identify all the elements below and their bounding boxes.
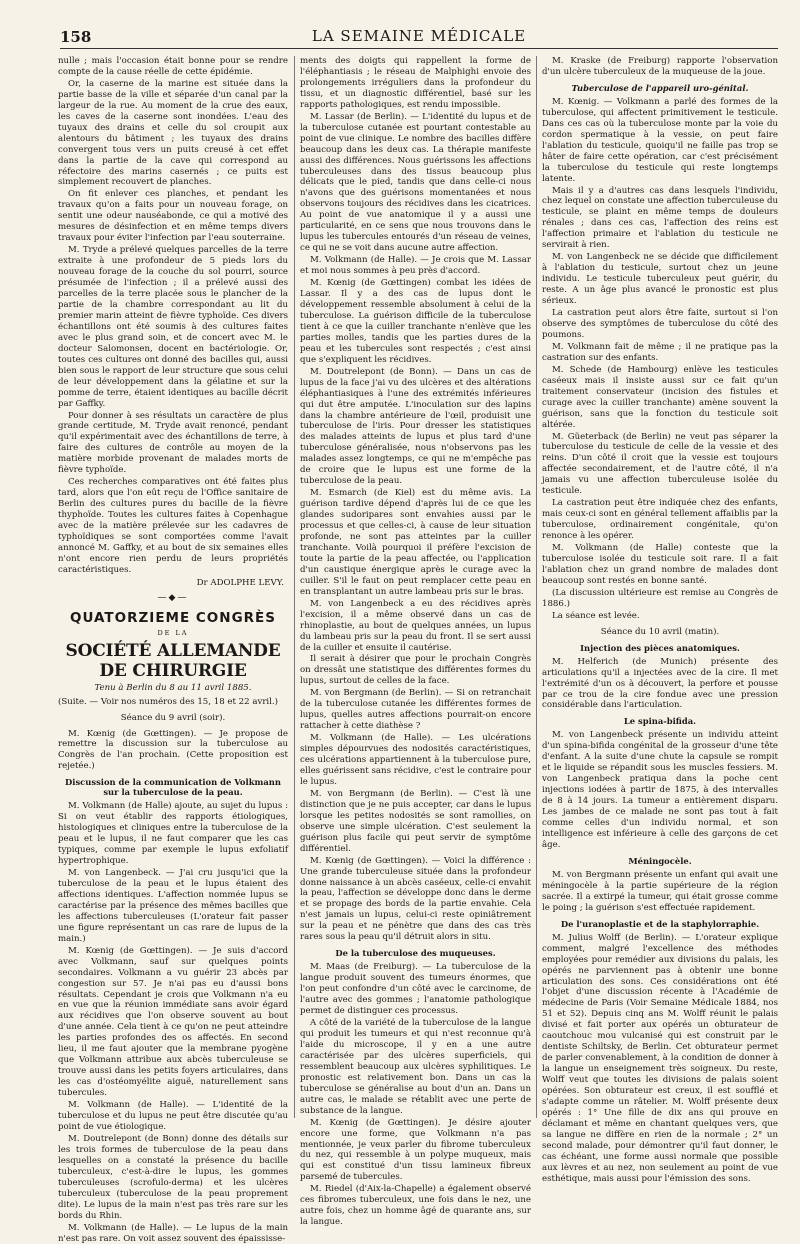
paragraph: Ces recherches comparatives ont été faites plus tard, alors que l'on eût reçu de l'Office sanitaire de Berlin des cultures pures du bacille de la fièvre thyphoïde. Toutes les cultures faites à Copenhague avec de la matière prélevée sur les cadavres de typhoïdiques se sont comportées comme l'avait annoncé M. Gaffky, et au bout de six semaines elles n'ont encore rien perdu de leurs propriétés caractéristiques.	[58, 477, 288, 575]
section-ornament: —◆—	[157, 592, 189, 603]
congres-suite: (Suite. — Voir nos numéros des 15, 18 et 22 avril.)	[58, 696, 279, 707]
paragraph: M. von Langenbeck a eu des récidives après l'excision, il a même observé dans un cas de rhinoplastie, au bout de quelques années, un lupus du lambeau pris sur la peau du front. Il se sert aussi de la cuiller et ensuite il cautérise.	[300, 598, 531, 653]
paragraph: On fit enlever ces planches, et pendant les travaux qu'on a faits pour un nouveau forage, on sentit une odeur nauséabonde, ce qui a motivé des mesures de désinfection et en même temps divers travaux pour éviter l'infection par l'eau souterraine.	[58, 189, 288, 244]
paragraph: M. Güeterback (de Berlin) ne veut pas séparer la tuberculose du testicule de celle de la vessie et des reins. D'un côté il croit que la vessie est toujours affectée secondairement, et de l'autre côté, il n'a jamais vu une affection tuberculeuse isolée du testicule.	[542, 431, 778, 497]
paragraph: A côté de la variété de la tuberculose de la langue qui produit les tumeurs et qui n'est reconnue qu'à l'aide du microscope, il y en a une autre caractérisée par des ulcères superficiels, qui ressemblent beaucoup aux ulcères syphilitiques. Le pronostic est relativement bon. Dans un cas la tuberculose se généralise au bout d'un an. Dans un autre cas, le malade se rétablit avec une perte de substance de la langue.	[300, 1018, 531, 1116]
page-header	[60, 26, 778, 49]
paragraph: M. Volkmann (de Halle) conteste que la tuberculose isolée du testicule soit rare. Il a fait l'ablation chez un grand nombre de malades dont beaucoup sont restés en bonne santé.	[542, 543, 778, 586]
paragraph: M. von Langenbeck ne se décide que difficilement à l'ablation du testicule, surtout chez un jeune individu. Le testicule tuberculeux peut guérir, du reste. A un âge plus avancé le pronostic est plus sérieux.	[542, 252, 778, 307]
paragraph: M. von Langenbeck. — J'ai cru jusqu'ici que la tuberculose de la peau et le lupus étaient des affections identiques. L'affection nommée lupus se caractérise par la présence des mêmes bacilles que les affections tuberculeuses (L'orateur fait passer une figure représentant un cas rare de lupus de la main.)	[58, 868, 288, 944]
column-1	[58, 56, 288, 1244]
section-heading: Discussion de la communication de Volkmann sur la tuberculose de la peau.	[65, 777, 281, 798]
paragraph: M. Esmarch (de Kiel) est du même avis. La guérison tardive dépend d'après lui de ce que les glandes sudoripares sont envahies aussi par le processus et que celles-ci, à cause de leur situation profonde, ne sont pas atteintes par la cuiller tranchante. Voilà pourquoi il préfère l'excision de toute la partie de la peau affectée, ou l'application d'un caustique énergique après le curage avec la cuiller. S'il le faut on peut remplacer cette peau en en transplantant un autre lambeau pris sur le bras.	[300, 488, 531, 597]
congres-title: QUATORZIEME CONGRÈS	[70, 609, 276, 626]
paragraph: La séance est levée.	[552, 610, 640, 621]
paragraph: Or, la caserne de la marine est située dans la partie basse de la ville et séparée d'un canal par la largeur de la rue. Au moment de la crue des eaux, les caves de la caserne sont inondées. L'eau des tuyaux des drains et celle du sol croupit aux alentours du bâtiment ; les tuyaux des drains convergent tous vers un puits creusé à cet effet dans la partie de la cave qui correspond au réfectoire des marins casernés ; ce puits est simplement recouvert de planches.	[58, 78, 288, 188]
paragraph: nulle ; mais l'occasion était bonne pour se rendre compte de la cause réelle de cette épidémie.	[58, 56, 288, 77]
paragraph: M. Volkmann (de Halle). — Je crois que M. Lassar et moi nous sommes à peu près d'accord.	[300, 255, 531, 277]
section-heading: De la tuberculose des muqueuses.	[335, 948, 496, 959]
section-heading: Méningocèle.	[628, 855, 692, 866]
paragraph: Il serait à désirer que pour le prochain Congrès on dressât une statistique des différentes formes du lupus, surtout de celles de la face.	[300, 654, 531, 687]
paragraph: M. Kœnig (de Gœttingen). — Je propose de remettre la discussion sur la tuberculose au Congrès de l'an prochain. (Cette proposition est rejetée.)	[58, 728, 288, 772]
paragraph: M. Doutrelepont (de Bonn). — Dans un cas de lupus de la face j'ai vu des ulcères et des altérations éléphantiasiques à l'une des extrémités inférieures qui dut être amputée. L'inoculation sur des lapins dans la chambre antérieure de l'œil, produisit une tuberculose de l'iris. Pour dresser les statistiques des malades atteints de lupus et plus tard d'une tuberculose généralisée, nous n'observons pas les malades assez longtemps, ce qui ne m'empêche pas de croire que le lupus est une forme de la tuberculose de la peau.	[300, 366, 531, 487]
paragraph: (La discussion ultérieure est remise au Congrès de 1886.)	[542, 587, 778, 609]
congres-de-la: DE LA	[157, 628, 189, 637]
paragraph: La castration peut être indiquée chez des enfants, mais ceux-ci sont en général tellement affaiblis par la tuberculose, ordinairement congénitale, qu'on renonce à les opérer.	[542, 498, 778, 542]
society-title: SOCIÉTÉ ALLEMANDE DE CHIRURGIE	[65, 640, 281, 681]
paragraph: La castration peut alors être faite, surtout si l'on observe des symptômes de tuberculose du côté des poumons.	[542, 308, 778, 340]
paragraph: M. Kœnig (de Gœttingen). Je désire ajouter encore une forme, que Volkmann n'a pas mentionnée, je veux parler du fibrome tuberculeux du nez, qui ressemble à un polype muqueux, mais qui est constitué d'un tissu lamineux fibreux parsemé de tubercules.	[300, 1117, 531, 1183]
paragraph: M. Doutrelepont (de Bonn) donne des détails sur les trois formes de tuberculose de la peau dans lesquelles on a constaté la présence du bacille tuberculeux, c'est-à-dire le lupus, les gommes tuberculeuses (scrofulo-derma) et les ulcères tuberculeux (tuberculose de la peau proprement dite). Le lupus de la main n'est pas très rare sur les bords du Rhin.	[58, 1133, 288, 1221]
paragraph: M. von Bergmann (de Berlin). — C'est là une distinction que je ne puis accepter, car dans le lupus lorsque les petites nodosités se sont ramollies, on observe une simple ulcération. C'est seulement la guérison plus facile qui peut servir de symptôme différentiel.	[300, 788, 531, 854]
paragraph: M. Tryde a prélevé quelques parcelles de la terre extraite à une profondeur de 5 pieds lors du nouveau forage de la couche du sol pourri, source présumée de l'infection ; il a prélevé aussi des parcelles de la terre placée sous le plancher de la partie de la chambre correspondant au lit du premier marin atteint de fièvre typhoïde. Ces divers échantillons ont été soumis à des cultures faites avec le plus grand soin, et de concert avec M. le docteur Salomonsen, docent en bactériologie. Or, toutes ces cultures ont donné des bacilles qui, aussi bien sous le rapport de leur structure que sous celui de leur développement dans la gélatine et sur la pomme de terre, étaient identiques au bacille décrit par Gaffky.	[58, 245, 288, 409]
paragraph: M. Helferich (de Munich) présente des articulations qu'il a injectées avec de la cire. Il met l'extrémité d'un os à découvert, la perfore et pousse par ce trou de la cire fondue avec une pression considérable dans l'articulation.	[542, 656, 778, 711]
paragraph: M. Kœnig. — Volkmann a parlé des formes de la tuberculose, qui affectent primitivement le testicule. Dans ces cas où la tuberculose monte par la voie du cordon spermatique à la vessie, on peut faire l'ablation du testicule, quoiqu'il ne faille pas trop se hâter de faire cette opération, car c'est précisément la tuberculose du testicule qui reste longtemps latente.	[542, 96, 778, 184]
section-heading: Tuberculose de l'appareil uro-génital.	[571, 82, 749, 93]
article-signature: Dr ADOLPHE LEVY.	[196, 577, 284, 588]
paragraph: M. Julius Wolff (de Berlin). — L'orateur explique comment, malgré l'excellence des méthodes employées pour remédier aux divisions du palais, les opérés ne parviennent pas à obtenir une bonne articulation des sons. Ces considérations ont été l'objet d'une discussion récente à l'Académie de médecine de Paris (Voir Semaine Médicale 1884, nos 51 et 52). Depuis cinq ans M. Wolff réunit le palais divisé et fait porter aux opérés un obturateur de caoutchouc mou vulcanisé qui est construit par le dentiste Schiltsky, de Berlin. Cet obturateur permet de parler convenablement, à la condition de donner à la langue un enseignement très soigneux. Du reste, Wolff veut que toutes les divisions de palais soient opérées. Son obturateur est creux, il est soufflé et s'adapte comme un râtelier. M. Wolff présente deux opérés : 1° Une fille de dix ans qui prouve en déclamant et même en chantant quelques vers, que sa langue ne diffère en rien de la normale ; 2° un second malade, pour démontrer qu'il faut donner, le cas échéant, une forme aussi normale que possible aux lèvres et au nez, non seulement au point de vue esthétique, mais aussi pour l'émission des sons.	[542, 932, 778, 1184]
column-rule-2	[536, 56, 537, 1118]
page-number: 158	[60, 28, 92, 46]
seance-heading: Séance du 9 avril (soir).	[120, 712, 226, 723]
paragraph: M. Lassar (de Berlin). — L'identité du lupus et de la tuberculose cutanée est pourtant contestable au point de vue clinique. Le nombre des bacilles diffère beaucoup dans les deux cas. La thérapie manifeste aussi des différences. Nous guérissons les affections tuberculeuses dans des tissus beaucoup plus délicats que le pied, tandis que dans celle-ci nous n'avons que des guérisons momentanées et nous observons toujours des récidives dans les cicatrices. Au point de vue anatomique il y a aussi une particularité, en ce sens que nous trouvons dans le lupus les tubercules entourés d'un réseau de veines, ce qui ne se voit dans aucune autre affection.	[300, 111, 531, 254]
running-title: LA SEMAINE MÉDICALE	[311, 27, 527, 45]
section-heading: Le spina-bifida.	[623, 716, 697, 727]
paragraph: M. Volkmann (de Halle) ajoute, au sujet du lupus : Si on veut établir des rapports étiologiques, histologiques et cliniques entre la tuberculose de la peau et le lupus, il ne faut comparer que les cas typiques, comme par exemple le lupus exfoliatif hypertrophique.	[58, 801, 288, 867]
paragraph: M. Kœnig (de Gœttingen). — Voici la différence : Une grande tuberculeuse située dans la profondeur donne naissance à un abcès caséeux, celle-ci envahit la peau, l'affection se développe donc dans le derme et se propage des bords de la partie envahie. Cela n'est jamais un lupus, celui-ci reste opiniâtrement sur la peau et ne pénètre que dans des cas très rares sous la peau qu'il détruit alors in situ.	[300, 855, 531, 943]
paragraph: Pour donner à ses résultats un caractère de plus grande certitude, M. Tryde avait renoncé, pendant qu'il expérimentait avec des échantillons de terre, à faire des cultures de contrôle au moyen de la matière morbide provenant de malades morts de fièvre typhoïde.	[58, 410, 288, 476]
paragraph: M. Volkmann (de Halle). — Les ulcérations simples dépourvues des nodosités caractéristiques, ces ulcérations appartiennent à la tuberculose pure, elles guérissent sans récidive, c'est le contraire pour le lupus.	[300, 733, 531, 787]
paragraph: M. von Langenbeck présente un individu atteint d'un spina-bifida congénital de la grosseur d'une tête d'enfant. A la suite d'une chute la capsule se rompit et le liquide se répandit sous les muscles fessiers. M. von Langenbeck pratiqua dans la poche cent injections iodées à partir de 1875, à des intervalles de 8 à 14 jours. La tumeur a entièrement disparu. Les jambes de ce malade ne sont pas tout à fait comme celles d'un individu normal, et son intelligence est inférieure à celle des garçons de cet âge.	[542, 730, 778, 850]
column-2	[300, 56, 531, 1228]
column-rule-1	[294, 56, 295, 1118]
paragraph: M. Volkmann (de Halle). — Le lupus de la main n'est pas rare. On voit assez souvent des épaississe-	[58, 1222, 288, 1244]
column-3	[542, 56, 778, 1184]
paragraph: ments des doigts qui rappellent la forme de l'éléphantiasis ; le réseau de Malphighi envoie des prolongements irréguliers dans la profondeur du tissu, et un diagnostic différentiel, basé sur les rapports pathologiques, est rendu impossible.	[300, 56, 531, 110]
paragraph: M. Kœnig (de Gœttingen). — Je suis d'accord avec Volkmann, sauf sur quelques points secondaires. Volkmann a vu guérir 23 abcès par congestion sur 57. Je n'ai pas eu d'aussi bons résultats. Cependant je crois que Volkmann n'a eu en vue que la réunion immédiate sans avoir égard aux récidives que l'on observe souvent au bout d'une année. Cela tient à ce qu'on ne peut atteindre les parties profondes des os affectés. En second lieu, il me faut ajouter que la membrane pyogène que Volkmann attribue aux abcès tuberculeuse se trouve aussi dans les petits foyers articulaires, dans les cas d'ostéomyélite aiguë, naturellement sans tubercules.	[58, 945, 288, 1099]
seance-heading: Séance du 10 avril (matin).	[600, 626, 720, 637]
paragraph: M. von Bergmann (de Berlin). — Si on retranchait de la tuberculose cutanée les différentes formes de lupus, quelles autres affections pourrait-on encore rattacher à cette diathèse ?	[300, 688, 531, 732]
paragraph: M. Schede (de Hambourg) enlève les testicules caséeux mais il insiste aussi sur ce fait qu'un traitement conservateur (incision des fistules et curage avec la cuiller tranchante) amène souvent la guérison, sans que la fonction du testicule soit altérée.	[542, 364, 778, 430]
paragraph: M. Volkmann (de Halle). — L'identité de la tuberculose et du lupus ne peut être discutée qu'au point de vue étiologique.	[58, 1100, 288, 1132]
paragraph: M. Riedel (d'Aix-la-Chapelle) a également observé ces fibromes tuberculeux, une fois dans le nez, une autre fois, chez un homme âgé de quarante ans, sur la langue.	[300, 1184, 531, 1228]
paragraph: M. Maas (de Freiburg). — La tuberculose de la langue produit souvent des tumeurs énormes, que l'on peut confondre d'un côté avec le carcinome, de l'autre avec des gommes ; l'anatomie pathologique permet de distinguer ces processus.	[300, 962, 531, 1017]
section-heading: De l'uranoplastie et de la staphylorraphie.	[560, 918, 760, 929]
paragraph: M. Kœnig (de Gœttingen) combat les idées de Lassar. Il y a des cas de lupus dont le développement ressemble absolument à celui de la tuberculose. La guérison difficile de la tuberculose tient à ce que la cuiller tranchante n'enlève que les parties molles, tandis que les parties dures de la peau et les tubercules sont respectés ; c'est ainsi que s'expliquent les récidives.	[300, 278, 531, 365]
section-heading: Injection des pièces anatomiques.	[580, 642, 740, 653]
paragraph: Mais il y a d'autres cas dans lesquels l'individu, chez lequel on constate une affection tuberculeuse du testicule, se plaint en même temps de douleurs rénales ; dans ces cas, l'affection des reins est l'affection primaire et l'ablation du testicule ne servirait à rien.	[542, 185, 778, 251]
paragraph: M. Kraske (de Freiburg) rapporte l'observation d'un ulcère tuberculeux de la muqueuse de la joue.	[542, 56, 778, 77]
congres-dates: Tenu à Berlin du 8 au 11 avril 1885.	[94, 682, 252, 693]
paragraph: M. Volkmann fait de même ; il ne pratique pas la castration sur des enfants.	[542, 341, 778, 363]
paragraph: M. von Bergmann présente un enfant qui avait une méningocèle à la partie supérieure de la région sacrée. Il a extirpé la tumeur, qui était grosse comme le poing ; la guérison s'est effectuée rapidement.	[542, 869, 778, 913]
